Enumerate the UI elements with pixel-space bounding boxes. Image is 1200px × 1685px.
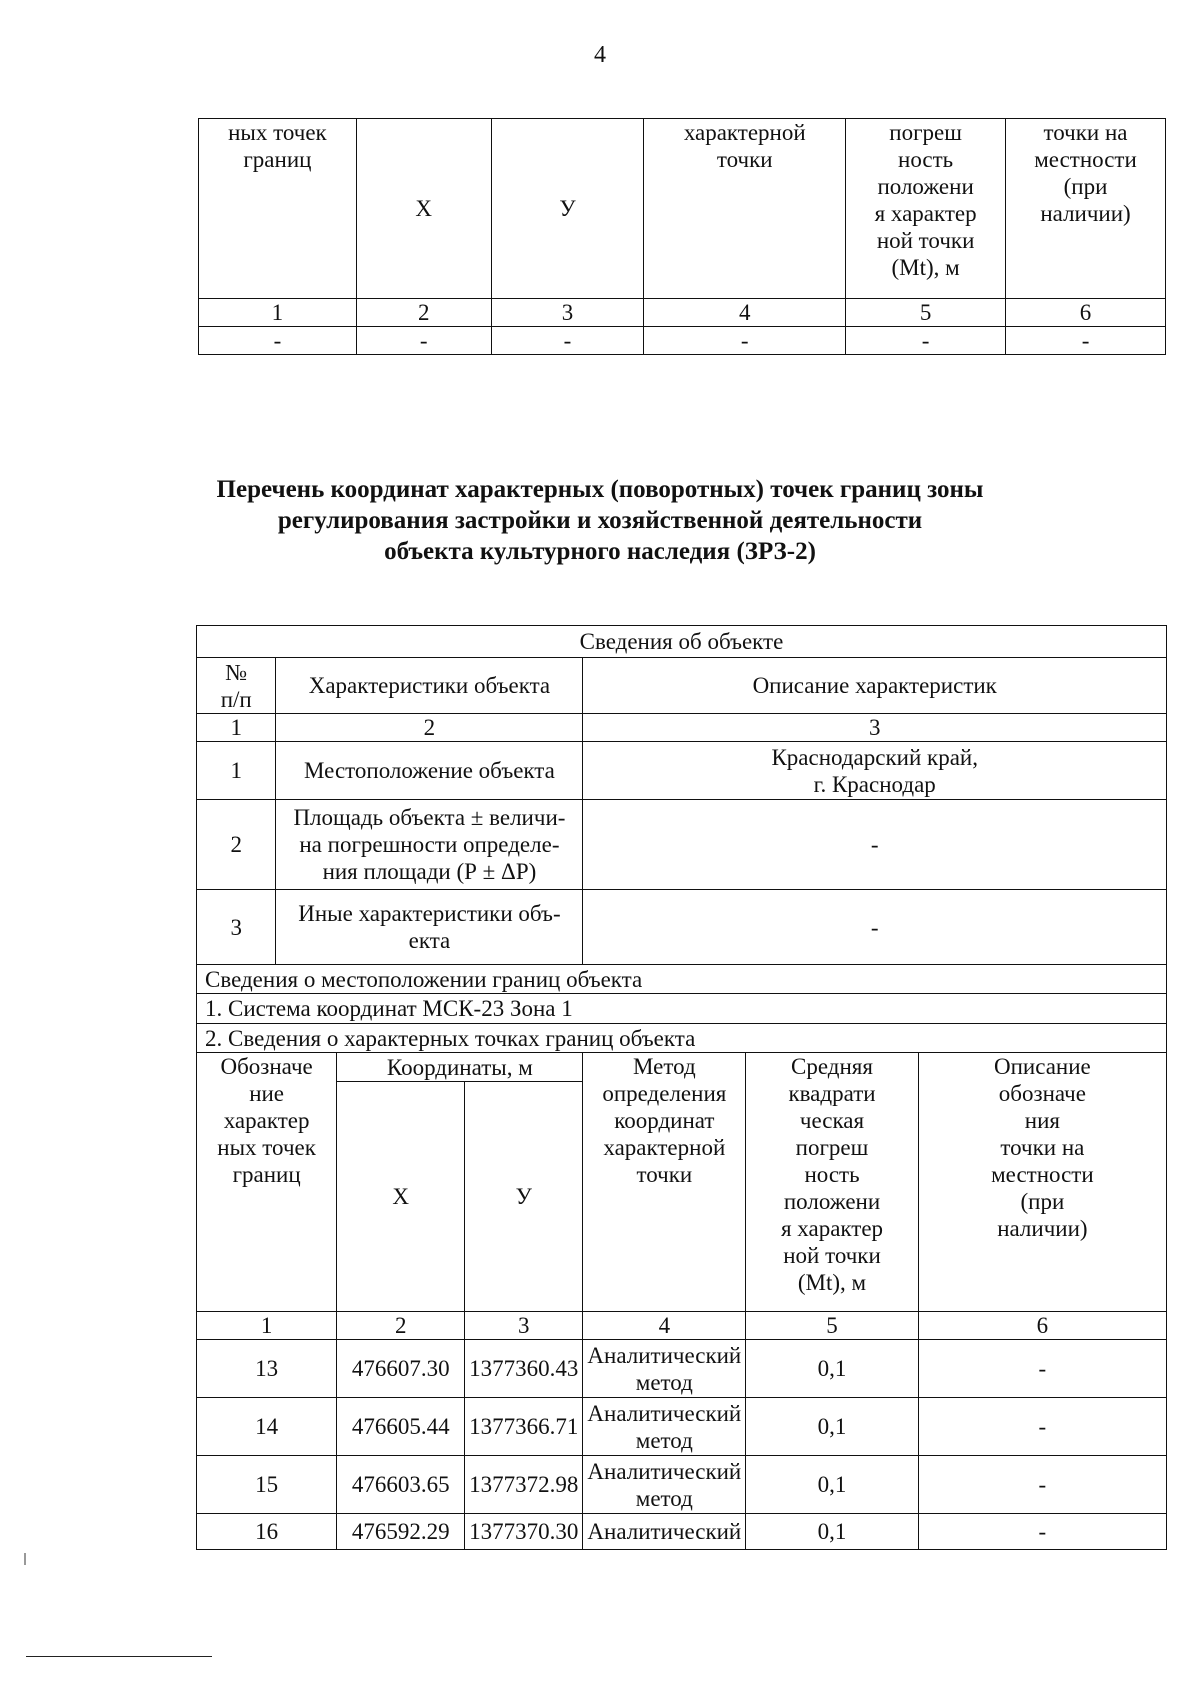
point-method: Аналитический метод <box>583 1398 746 1456</box>
header-description-continued: точки на местности (при наличии) <box>1006 119 1166 299</box>
header-x: Х <box>356 119 491 299</box>
point-y: 1377372.98 <box>465 1456 583 1514</box>
row-value: - <box>583 800 1167 890</box>
header-designation: Обозначе ние характер ных точек границ <box>197 1053 337 1312</box>
location-title-row <box>197 965 1167 994</box>
row-num: 1 <box>197 742 276 800</box>
point-id: 16 <box>197 1514 337 1550</box>
row-characteristic: Местоположение объекта <box>276 742 583 800</box>
points-title: 2. Сведения о характерных точках границ объекта <box>197 1024 1167 1053</box>
location-title: Сведения о местоположении границ объекта <box>197 965 1167 994</box>
point-id: 15 <box>197 1456 337 1514</box>
header-description: Описание характеристик <box>583 658 1167 714</box>
points-title-row <box>197 1024 1167 1053</box>
table-cell: - <box>199 327 357 355</box>
header-method: Метод определения координат характерной точки <box>583 1053 746 1312</box>
coord-system-row <box>197 994 1167 1024</box>
object-table-title-row <box>197 626 1167 658</box>
row-value: Краснодарский край, г. Краснодар <box>583 742 1167 800</box>
col-number: 4 <box>583 1312 746 1340</box>
footnote-divider <box>26 1656 212 1657</box>
point-description: - <box>918 1340 1166 1398</box>
points-column-numbers <box>197 1312 1167 1340</box>
page-number: 4 <box>594 42 606 68</box>
heading-line-2: регулирования застройки и хозяйственной деятельности <box>277 507 923 534</box>
col-number: 1 <box>197 714 276 742</box>
table-row <box>197 800 1167 890</box>
header-num: № п/п <box>197 658 276 714</box>
col-number: 1 <box>199 299 357 327</box>
table-cell: - <box>1006 327 1166 355</box>
scan-mark <box>24 1553 26 1565</box>
table-cell: - <box>846 327 1006 355</box>
table-cell: - <box>644 327 846 355</box>
top-table-column-numbers <box>199 299 1166 327</box>
header-coords: Координаты, м <box>337 1053 583 1082</box>
col-number: 5 <box>846 299 1006 327</box>
point-method: Аналитический <box>583 1514 746 1550</box>
table-row <box>197 1398 1167 1456</box>
row-num: 2 <box>197 800 276 890</box>
table-row <box>199 327 1166 355</box>
col-number: 3 <box>491 299 644 327</box>
row-value: - <box>583 890 1167 965</box>
point-description: - <box>918 1514 1166 1550</box>
top-table-header-row <box>199 119 1166 299</box>
col-number: 6 <box>918 1312 1166 1340</box>
point-error: 0,1 <box>746 1340 919 1398</box>
point-y: 1377360.43 <box>465 1340 583 1398</box>
col-number: 2 <box>337 1312 465 1340</box>
table-row <box>197 1340 1167 1398</box>
header-point-description: Описание обозначе ния точки на местности (при наличии) <box>918 1053 1166 1312</box>
col-number: 1 <box>197 1312 337 1340</box>
point-y: 1377370.30 <box>465 1514 583 1550</box>
top-points-table <box>198 118 1166 355</box>
point-x: 476607.30 <box>337 1340 465 1398</box>
table-row <box>197 742 1167 800</box>
object-table-header-row <box>197 658 1167 714</box>
table-row <box>197 890 1167 965</box>
point-y: 1377366.71 <box>465 1398 583 1456</box>
header-y: У <box>465 1082 583 1312</box>
col-number: 5 <box>746 1312 919 1340</box>
col-number: 2 <box>356 299 491 327</box>
header-error-continued: погреш ность положени я характер ной точки (Mt), м <box>846 119 1006 299</box>
coord-system: 1. Система координат МСК-23 Зона 1 <box>197 994 1167 1024</box>
point-id: 14 <box>197 1398 337 1456</box>
object-table-title: Сведения об объекте <box>197 626 1167 658</box>
header-method-continued: характерной точки <box>644 119 846 299</box>
row-num: 3 <box>197 890 276 965</box>
row-characteristic: Площадь объекта ± величи- на погрешности определе- ния площади (Р ± ΔР) <box>276 800 583 890</box>
heading-line-3: объекта культурного наследия (ЗРЗ-2) <box>384 538 816 565</box>
object-table-column-numbers <box>197 714 1167 742</box>
header-characteristics: Характеристики объекта <box>276 658 583 714</box>
point-description: - <box>918 1456 1166 1514</box>
table-cell: - <box>356 327 491 355</box>
point-x: 476592.29 <box>337 1514 465 1550</box>
point-error: 0,1 <box>746 1398 919 1456</box>
point-x: 476605.44 <box>337 1398 465 1456</box>
points-header-row <box>197 1053 1167 1082</box>
object-info-table <box>196 625 1167 1550</box>
header-y: У <box>491 119 644 299</box>
col-number: 2 <box>276 714 583 742</box>
point-x: 476603.65 <box>337 1456 465 1514</box>
header-designation-continued: ных точек границ <box>199 119 357 299</box>
heading-line-1: Перечень координат характерных (поворотных) точек границ зоны <box>216 476 984 503</box>
table-cell: - <box>491 327 644 355</box>
col-number: 6 <box>1006 299 1166 327</box>
point-id: 13 <box>197 1340 337 1398</box>
col-number: 3 <box>465 1312 583 1340</box>
table-row <box>197 1456 1167 1514</box>
col-number: 4 <box>644 299 846 327</box>
header-x: Х <box>337 1082 465 1312</box>
col-number: 3 <box>583 714 1167 742</box>
section-heading <box>150 474 1050 567</box>
row-characteristic: Иные характеристики объ- екта <box>276 890 583 965</box>
point-error: 0,1 <box>746 1514 919 1550</box>
header-error: Средняя квадрати ческая погреш ность положени я характер ной точки (Mt), м <box>746 1053 919 1312</box>
point-method: Аналитический метод <box>583 1340 746 1398</box>
point-method: Аналитический метод <box>583 1456 746 1514</box>
point-error: 0,1 <box>746 1456 919 1514</box>
point-description: - <box>918 1398 1166 1456</box>
table-row <box>197 1514 1167 1550</box>
